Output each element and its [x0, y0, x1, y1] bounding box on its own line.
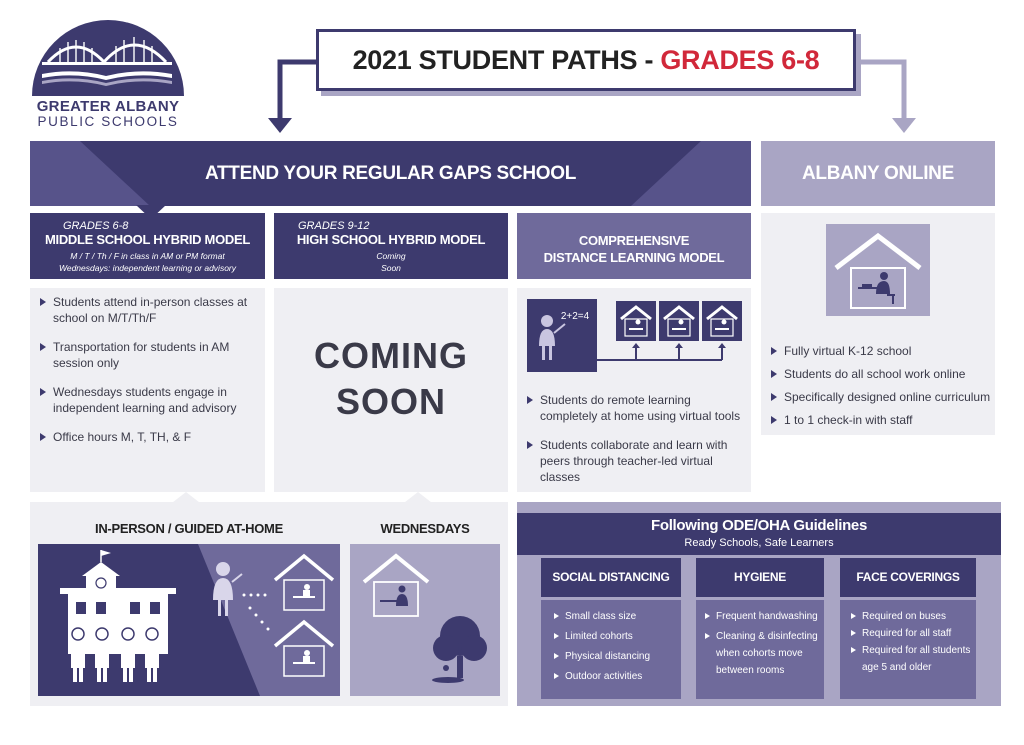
online-bullet: Fully virtual K-12 school [769, 343, 991, 359]
guideline-column-face [840, 558, 976, 699]
hygiene-list [704, 608, 820, 679]
guidelines-header [517, 513, 1001, 555]
guidelines-panel [517, 502, 1001, 706]
hygiene-item: Frequent handwashing [704, 608, 820, 625]
title-highlight: GRADES 6-8 [660, 45, 820, 75]
hygiene-item: Cleaning & disinfecting when cohorts move between rooms [704, 628, 820, 679]
hygiene-list-box [696, 600, 824, 699]
hygiene-title: HYGIENE [734, 570, 786, 584]
bridge-logo-icon [28, 18, 188, 98]
title-main: 2021 STUDENT PATHS - [352, 45, 661, 75]
district-logo [28, 18, 188, 130]
social-title: SOCIAL DISTANCING [552, 570, 670, 584]
coming-soon-line2: SOON [335, 381, 446, 422]
online-bullet: Specifically designed online curriculum [769, 389, 991, 405]
high-school-header [274, 213, 508, 279]
panel-notch-icon [168, 492, 204, 506]
face-list-box [840, 600, 976, 699]
middle-bullet-list [38, 294, 257, 445]
panel-notch-icon [400, 492, 436, 506]
face-title-box [840, 558, 976, 597]
face-item: Required on buses [850, 608, 972, 625]
guidelines-subtitle: Ready Schools, Safe Learners [684, 537, 834, 549]
logo-line2: PUBLIC SCHOOLS [37, 114, 179, 129]
face-item: Required for all students age 5 and older [850, 642, 972, 676]
high-school-panel [274, 288, 508, 492]
distance-bullet: Students do remote learning completely at home using virtual tools [525, 392, 745, 424]
social-item: Small class size [553, 608, 675, 625]
middle-sub2: Wednesdays: independent learning or advisory [58, 263, 237, 273]
middle-school-panel [30, 288, 265, 492]
middle-grades: GRADES 6-8 [63, 220, 129, 232]
distance-panel [517, 288, 751, 492]
online-banner-text: ALBANY ONLINE [802, 163, 954, 184]
social-list [553, 608, 675, 685]
guideline-column-hygiene [696, 558, 824, 699]
albany-online-banner [761, 141, 995, 206]
coming-soon-line1: COMING [314, 335, 468, 376]
regular-school-banner [30, 141, 751, 206]
guidelines-title: Following ODE/OHA Guidelines [650, 517, 868, 534]
social-list-box [541, 600, 681, 699]
face-list [850, 608, 972, 676]
wednesdays-heading: WEDNESDAYS [380, 521, 470, 536]
title-box [316, 29, 856, 91]
chalkboard-text: 2+2=4 [560, 311, 590, 322]
middle-bullet: Wednesdays students engage in independent learning and advisory [38, 384, 257, 416]
distance-bullet: Students collaborate and learn with peers through teacher-led virtual classes [525, 437, 745, 485]
distance-header [517, 213, 751, 279]
middle-school-header [30, 213, 265, 279]
inperson-heading: IN-PERSON / GUIDED AT-HOME [95, 521, 283, 536]
home-icons [616, 301, 742, 341]
social-item: Limited cohorts [553, 628, 675, 645]
middle-sub1: M / T / Th / F in class in AM or PM format [70, 251, 225, 261]
middle-title: MIDDLE SCHOOL HYBRID MODEL [44, 232, 251, 247]
logo-line1: GREATER ALBANY [36, 98, 180, 115]
distance-title1: COMPREHENSIVE [578, 233, 690, 248]
distance-title2: DISTANCE LEARNING MODEL [543, 250, 725, 265]
high-title: HIGH SCHOOL HYBRID MODEL [296, 232, 486, 247]
social-item: Outdoor activities [553, 668, 675, 685]
social-item: Physical distancing [553, 648, 675, 665]
online-home-icon [826, 224, 930, 316]
hygiene-title-box [696, 558, 824, 597]
guideline-column-social [541, 558, 681, 699]
remote-classroom-icon [517, 288, 751, 384]
online-bullet: 1 to 1 check-in with staff [769, 412, 991, 428]
online-bullet: Students do all school work online [769, 366, 991, 382]
high-sub1: Coming [376, 251, 406, 261]
regular-banner-text: ATTEND YOUR REGULAR GAPS SCHOOL [204, 163, 577, 184]
middle-bullet: Transportation for students in AM session only [38, 339, 257, 371]
face-title: FACE COVERINGS [856, 570, 960, 584]
middle-bullet: Students attend in-person classes at school on M/T/Th/F [38, 294, 257, 326]
online-bullet-list [769, 343, 991, 435]
wednesday-home-icon [350, 544, 500, 696]
social-title-box [541, 558, 681, 597]
high-sub2: Soon [381, 263, 401, 273]
face-item: Required for all staff [850, 625, 972, 642]
distance-bullet-list [525, 392, 745, 498]
middle-bullet: Office hours M, T, TH, & F [38, 429, 257, 445]
albany-online-panel [761, 213, 995, 435]
school-building-icon [38, 544, 340, 696]
high-grades: GRADES 9-12 [298, 220, 370, 232]
